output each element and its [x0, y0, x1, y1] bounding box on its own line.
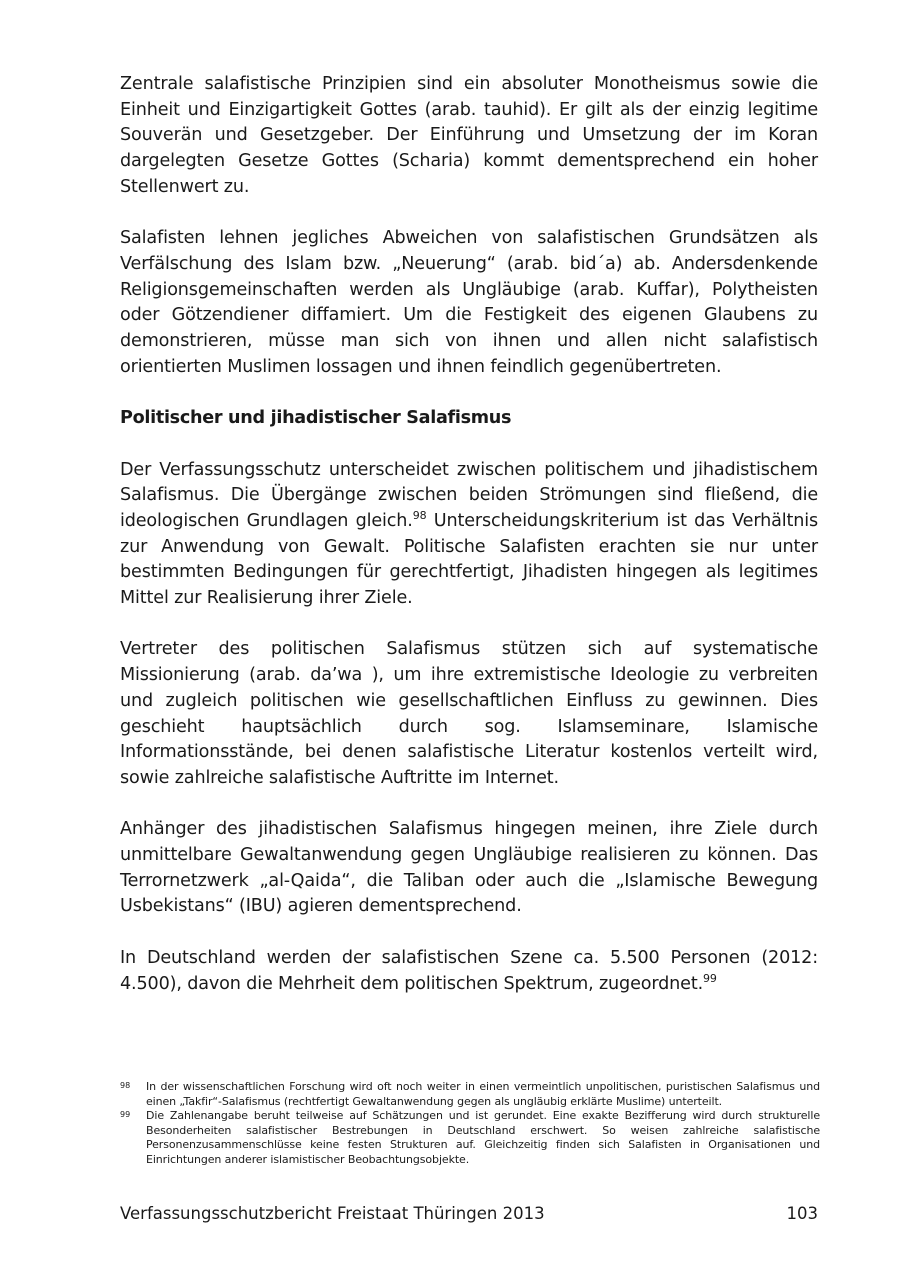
paragraph-principles: Zentrale salafistische Prinzipien sind ein absoluter Monotheismus sowie die Einheit und Einzigartigkeit Gottes (arab. tauhid). Er gilt als der einzig legitime Souverän und Gesetzgeber. Der Einführung und Umsetzung der im Koran dargelegten Gesetze Gottes (Scharia) kommt dementsprechend ein hoher Stellenwert zu. [120, 74, 818, 197]
paragraph-germany-text: In Deutschland werden der salafistischen Szene ca. 5.500 Personen (2012: 4.500), davon die Mehrheit dem politischen Spektrum, zugeordnet. [120, 947, 818, 994]
main-text [120, 72, 818, 1023]
section-heading: Politischer und jihadistischer Salafismus [120, 408, 512, 429]
footnote-text: Die Zahlenangabe beruht teilweise auf Schätzungen und ist gerundet. Eine exakte Bezifferung wird durch strukturelle Besonderheiten salafistischer Bestrebungen in Deutschland erschwert. So weisen zahlreiche salafistische Personenzusammenschlüsse keine festen Strukturen auf. Gleichzeitig finden sich Salafisten in Organisationen und Einrichtungen anderer islamistischer Beobachtungsobjekte. [146, 1109, 820, 1166]
paragraph-rejection: Salafisten lehnen jegliches Abweichen von salafistischen Grundsätzen als Verfälschung des Islam bzw. „Neuerung“ (arab. bid´a) ab. Andersdenkende Religionsgemeinschaften werden als Ungläubige (arab. Kuffar), Polytheisten oder Götzendiener diffamiert. Um die Festigkeit des eigenen Glaubens zu demonstrieren, müsse man sich von ihnen und allen nicht salafistisch orientierten Muslimen lossagen und ihnen feindlich gegenübertreten. [120, 228, 818, 377]
paragraph-distinction-part2: Unterscheidungskriterium ist das Verhältnis zur Anwendung von Gewalt. Politische Salafisten erachten sie nur unter bestimmten Bedingungen für gerechtfertigt, Jihadisten hingegen als legitimes Mittel zur Realisierung ihrer Ziele. [120, 510, 818, 609]
footnote-text: In der wissenschaftlichen Forschung wird oft noch weiter in einen vermeintlich unpolitischen, puristischen Salafismus und einen „Takfir“-Salafismus (rechtfertigt Gewaltanwendung gegen als ungläubig erklärte Muslime) unterteilt. [146, 1080, 820, 1108]
footnote-99 [120, 1109, 820, 1167]
footnote-number: 98 [120, 1081, 131, 1090]
paragraph-jihadist: Anhänger des jihadistischen Salafismus hingegen meinen, ihre Ziele durch unmittelbare Gewaltanwendung gegen Ungläubige realisieren zu können. Das Terrornetzwerk „al-Qaida“, die Taliban oder auch die „Islamische Bewegung Usbekistans“ (IBU) agieren dementsprechend. [120, 819, 818, 917]
paragraph-political: Vertreter des politischen Salafismus stützen sich auf systematische Missionierung (arab. da’wa ), um ihre extremistische Ideologie zu verbreiten und zugleich politischen wie gesellschaftlichen Einfluss zu gewinnen. Dies geschieht hauptsächlich durch sog. Islamseminare, Islamische Informationsstände, bei denen salafistische Literatur kostenlos verteilt wird, sowie zahlreiche salafistische Auftritte im Internet. [120, 639, 818, 788]
paragraph-distinction-part1: Der Verfassungsschutz unterscheidet zwischen politischem und jihadistischem Salafismus. Die Übergänge zwischen beiden Strömungen sind fließend, die ideologischen Grundlagen gleich. [120, 459, 818, 531]
footnotes [120, 1080, 820, 1168]
footnote-98 [120, 1080, 820, 1109]
footnote-ref-98[interactable]: 98 [412, 508, 427, 522]
page-footer [120, 1203, 818, 1225]
paragraph-distinction [120, 458, 818, 612]
page-number: 103 [786, 1204, 818, 1223]
paragraph-germany [120, 946, 818, 997]
footnote-ref-99[interactable]: 99 [703, 971, 717, 985]
footnote-number: 99 [120, 1110, 131, 1120]
footer-title: Verfassungsschutzbericht Freistaat Thüringen 2013 [120, 1204, 545, 1223]
